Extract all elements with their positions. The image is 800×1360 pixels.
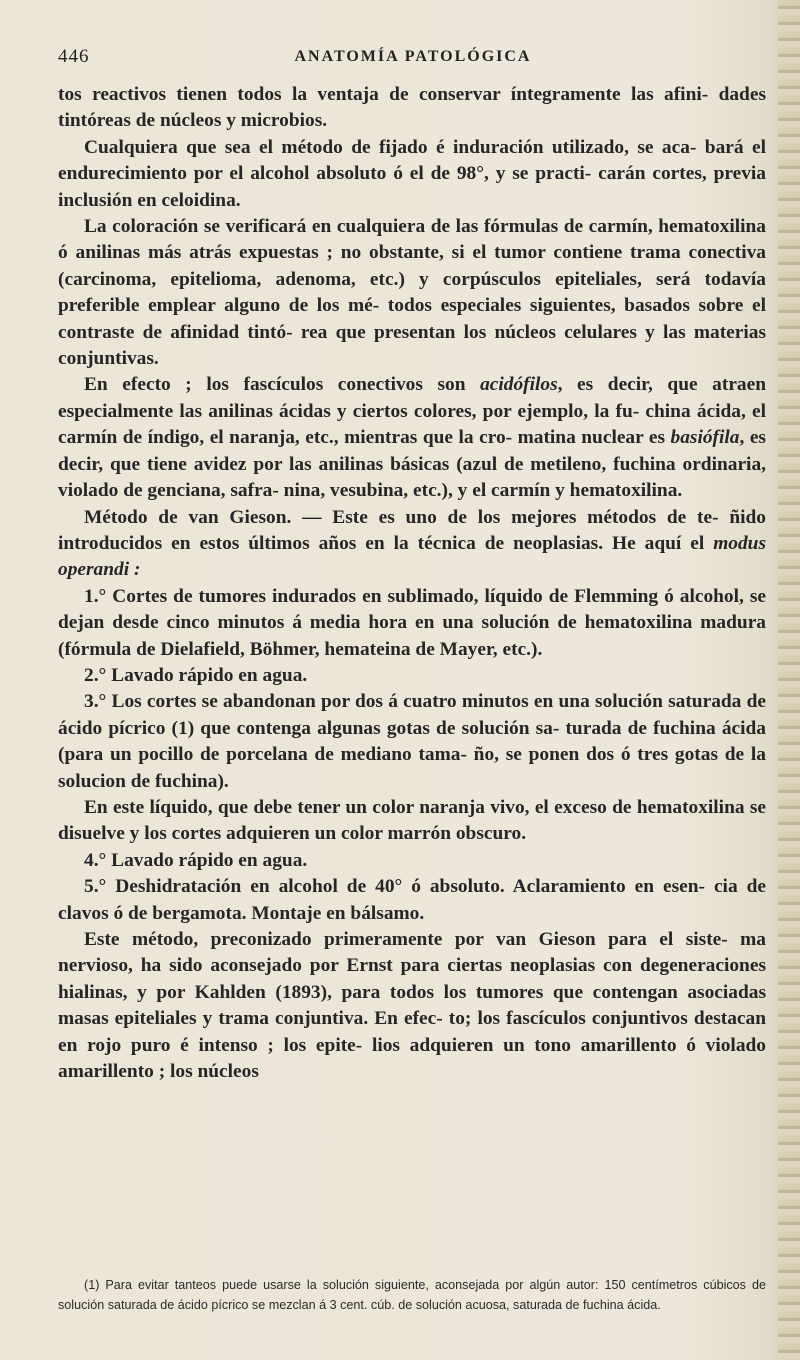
italic-term: basiófila xyxy=(670,427,740,449)
italic-term: acidófilos xyxy=(480,374,558,396)
paragraph: tos reactivos tienen todos la ventaja de conservar íntegramente las afini- dades tintóreas de núcleos y microbios. xyxy=(58,84,766,132)
step-paragraph: 2.° Lavado rápido en agua. xyxy=(84,664,308,686)
page-header xyxy=(58,46,768,70)
step-paragraph: 1.° Cortes de tumores indurados en sublimado, líquido de Flemming ó alcohol, se dejan desde cinco minutos á media hora en una solución de hematoxilina madura (fórmula de Dielafield, Böhmer, hemateina de Mayer, etc.). xyxy=(58,585,766,660)
paragraph: En este líquido, que debe tener un color naranja vivo, el exceso de hematoxilina se disuelve y los cortes adquieren un color marrón obscuro. xyxy=(58,796,766,845)
text-run: , es decir, que tiene avidez por las anilinas básicas (azul de metileno, fuchina ordinaria, violado de genciana, safra- nina, vesubina, etc.), y el carmín y hematoxilina. xyxy=(58,427,766,502)
text-run: Método de van Gieson. — Este es uno de los mejores métodos de te- ñido introducidos en estos últimos años en la técnica de neoplasias. He aquí el xyxy=(58,506,766,554)
footnote: (1) Para evitar tanteos puede usarse la solución siguiente, aconsejada por algún autor: 150 centímetros cúbicos de solución saturada de ácido pícrico se mezclan á 3 cent. cúb. de solución acuosa, saturada de fuchina ácida. xyxy=(58,1278,766,1312)
text-run: En efecto ; los fascículos conectivos son xyxy=(84,374,481,396)
paragraph xyxy=(58,372,766,504)
italic-term: modus operandi : xyxy=(58,532,766,581)
step-paragraph: 5.° Deshidratación en alcohol de 40° ó absoluto. Aclaramiento en esen- cia de clavos ó de bergamota. Montaje en bálsamo. xyxy=(58,876,766,924)
page-edge xyxy=(778,0,800,1360)
footnotes xyxy=(58,1275,766,1315)
paragraph: Este método, preconizado primeramente por van Gieson para el siste- ma nervioso, ha sido aconsejado por Ernst para ciertas neoplasias con degeneraciones hialinas, y por Kahlden (1893), para todos los tumores que contengan asociadas masas epiteliales y trama conjuntiva. En efec- to; los fascículos conjuntivos destacan en rojo puro é intenso ; los epite- lios adquieren un tono amarillento ó violado amarillento ; los núcleos xyxy=(58,929,766,1083)
running-head: ANATOMÍA PATOLÓGICA xyxy=(294,48,532,65)
paragraph: La coloración se verificará en cualquiera de las fórmulas de carmín, hematoxilina ó anilinas más atrás expuestas ; no obstante, si el tumor contiene trama conectiva (carcinoma, epitelioma, adenoma, etc.) y corpúsculos epiteliales, será todavía preferible emplear alguno de los mé- todos especiales siguientes, basados sobre el contraste de afinidad tintó- rea que presentan los núcleos celulares y las materias conjuntivas. xyxy=(58,216,766,370)
step-paragraph: 3.° Los cortes se abandonan por dos á cuatro minutos en una solución saturada de ácido pícrico (1) que contenga algunas gotas de solución sa- turada de fuchina ácida (para un pocillo de porcelana de mediano tama- ño, se ponen dos ó tres gotas de la solucion de fuchina). xyxy=(58,691,766,792)
paragraph: Cualquiera que sea el método de fijado é induración utilizado, se aca- bará el endurecimiento por el alcohol absoluto ó el de 98°, y se practi- carán cortes, previa inclusión en celoidina. xyxy=(58,136,766,211)
step-paragraph: 4.° Lavado rápido en agua. xyxy=(84,849,308,871)
paragraph xyxy=(58,505,766,584)
body-text xyxy=(58,82,766,1085)
page-number: 446 xyxy=(58,46,90,67)
text-run: , es decir, que atraen especialmente las anilinas ácidas y ciertos colores, por ejemplo, la fu- china ácida, el carmín de índigo, el naranja, etc., mientras que la cro- matina nuclear es xyxy=(58,374,767,449)
